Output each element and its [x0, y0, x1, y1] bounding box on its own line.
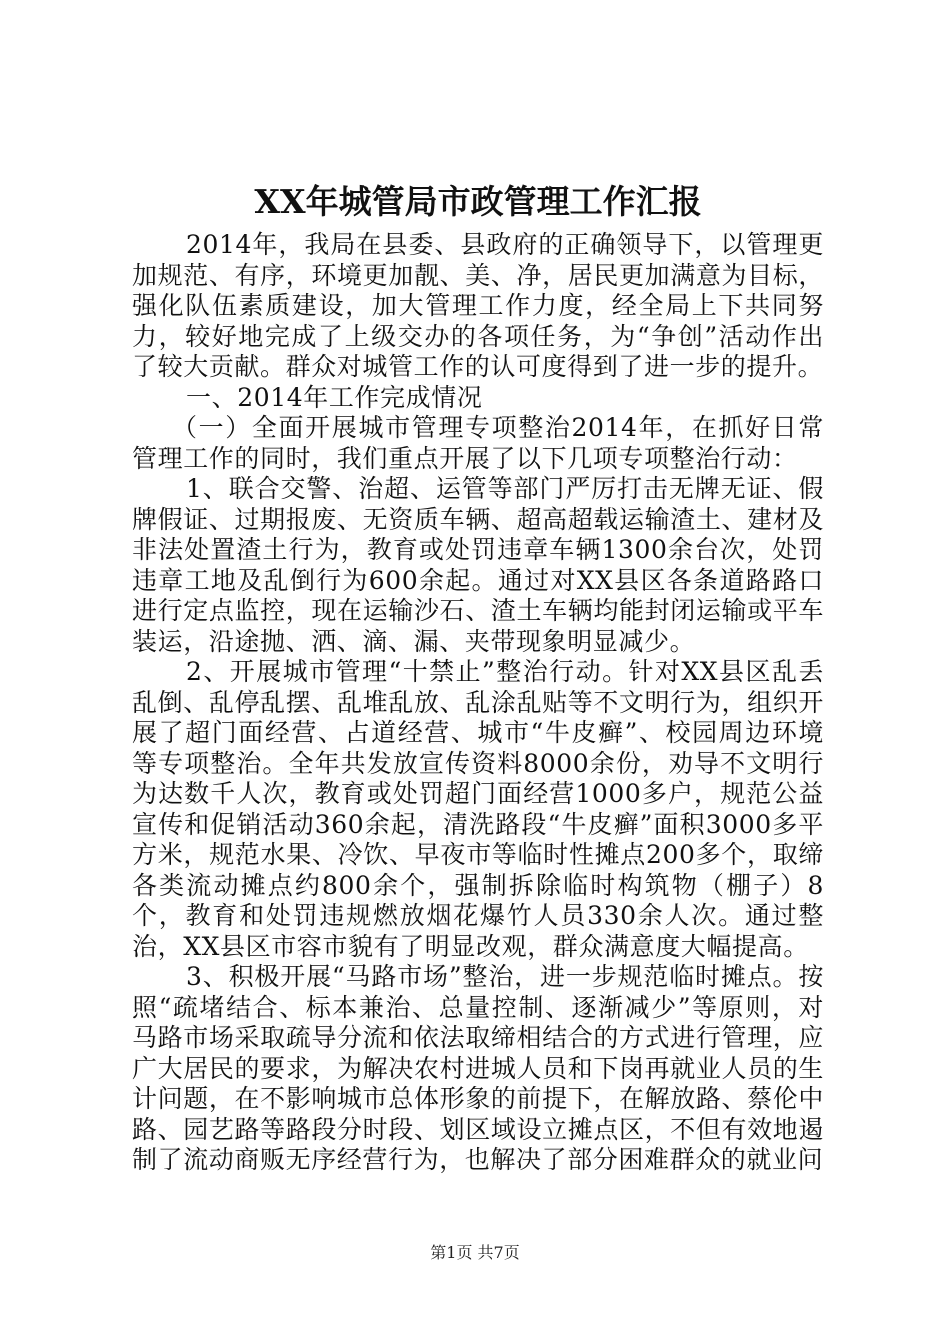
section-heading: 一、2014年工作完成情况: [186, 382, 483, 412]
document-body: [132, 180, 824, 1176]
intro-paragraph: 2014年，我局在县委、县政府的正确领导下，以管理更加规范、有序，环境更加靓、美、净，居民更加满意为目标，强化队伍素质建设，加大管理工作力度，经全局上下共同努力，较好地完成了上级交办的各项任务，为“争创”活动作出了较大贡献。群众对城管工作的认可度得到了进一步的提升。: [132, 230, 824, 381]
subsection-paragraph: （一）全面开展城市管理专项整治2014年，在抓好日常管理工作的同时，我们重点开展了以下几项专项整治行动：: [132, 413, 824, 473]
item-2-paragraph: 2、开展城市管理“十禁止”整治行动。针对XX县区乱丢乱倒、乱停乱摆、乱堆乱放、乱涂乱贴等不文明行为，组织开展了超门面经营、占道经营、城市“牛皮癣”、校园周边环境等专项整治。全年共发放宣传资料8000余份，劝导不文明行为达数千人次，教育或处罚超门面经营1000多户，规范公益宣传和促销活动360余起，清洗路段“牛皮癣”面积3000多平方米，规范水果、冷饮、早夜市等临时性摊点200多个，取缔各类流动摊点约800余个，强制拆除临时构筑物（棚子）8个，教育和处罚违规燃放烟花爆竹人员330余人次。通过整治，XX县区市容市貌有了明显改观，群众满意度大幅提高。: [132, 657, 824, 961]
item-1-paragraph: 1、联合交警、治超、运管等部门严厉打击无牌无证、假牌假证、过期报废、无资质车辆、超高超载运输渣土、建材及非法处置渣土行为，教育或处罚违章车辆1300余台次，处罚违章工地及乱倒行为600余起。通过对XX县区各条道路路口进行定点监控，现在运输沙石、渣土车辆均能封闭运输或平车装运，沿途抛、洒、滴、漏、夹带现象明显减少。: [132, 474, 824, 656]
page-number-footer: 第1页 共7页: [430, 1243, 520, 1262]
document-title: XX年城管局市政管理工作汇报: [254, 182, 702, 221]
item-3-paragraph: 3、积极开展“马路市场”整治，进一步规范临时摊点。按照“疏堵结合、标本兼治、总量控制、逐渐减少”等原则，对马路市场采取疏导分流和依法取缔相结合的方式进行管理，应广大居民的要求，为解决农村进城人员和下岗再就业人员的生计问题，在不影响城市总体形象的前提下，在解放路、蔡伦中路、园艺路等路段分时段、划区域设立摊点区，不但有效地遏制了流动商贩无序经营行为，也解决了部分困难群众的就业问: [132, 962, 824, 1174]
